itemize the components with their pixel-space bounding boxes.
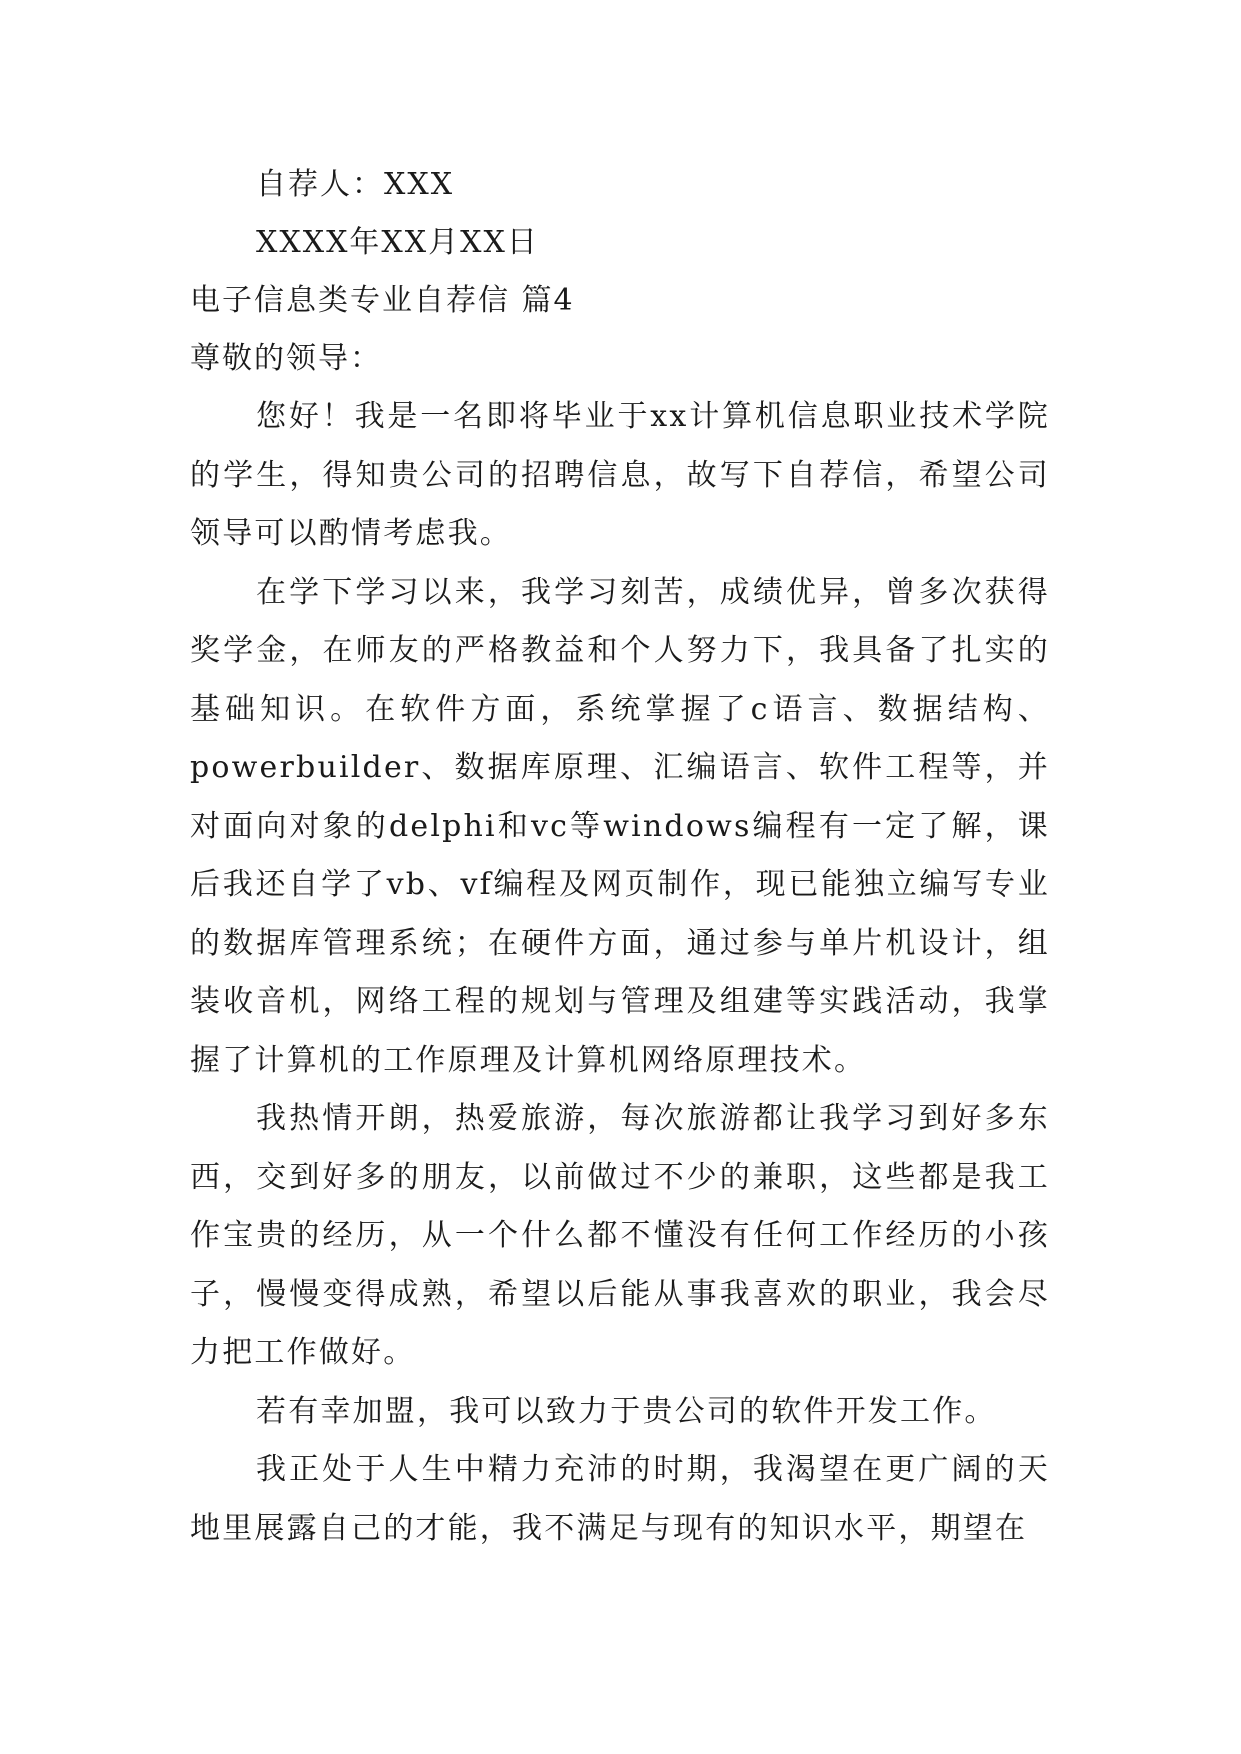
paragraph-goal: 若有幸加盟，我可以致力于贵公司的软件开发工作。 — [256, 1393, 997, 1429]
signer-line: 自荐人：XXX — [256, 167, 455, 202]
document-page — [190, 156, 1050, 1558]
paragraph-greeting: 您好！我是一名即将毕业于xx计算机信息职业技术学院的学生，得知贵公司的招聘信息，故写下自荐信，希望公司领导可以酌情考虑我。 — [190, 399, 1050, 551]
paragraph-aspiration: 我正处于人生中精力充沛的时期，我渴望在更广阔的天地里展露自己的才能，我不满足与现有的知识水平，期望在 — [190, 1452, 1050, 1546]
letter-heading: 电子信息类专业自荐信 篇4 — [190, 283, 575, 318]
paragraph-skills: 在学下学习以来，我学习刻苦，成绩优异，曾多次获得奖学金，在师友的严格教益和个人努力下，我具备了扎实的基础知识。在软件方面，系统掌握了c语言、数据结构、powerbuilder、数据库原理、汇编语言、软件工程等，并对面向对象的delphi和vc等windows编程有一定了解，课后我还自学了vb、vf编程及网页制作，现已能独立编写专业的数据库管理系统；在硬件方面，通过参与单片机设计，组装收音机，网络工程的规划与管理及组建等实践活动，我掌握了计算机的工作原理及计算机网络原理技术。 — [190, 574, 1050, 1078]
date-line: XXXX年XX月XX日 — [256, 225, 539, 260]
salutation: 尊敬的领导： — [190, 341, 382, 376]
paragraph-personality: 我热情开朗，热爱旅游，每次旅游都让我学习到好多东西，交到好多的朋友，以前做过不少的兼职，这些都是我工作宝贵的经历，从一个什么都不懂没有任何工作经历的小孩子，慢慢变得成熟，希望以后能从事我喜欢的职业，我会尽力把工作做好。 — [190, 1101, 1050, 1370]
